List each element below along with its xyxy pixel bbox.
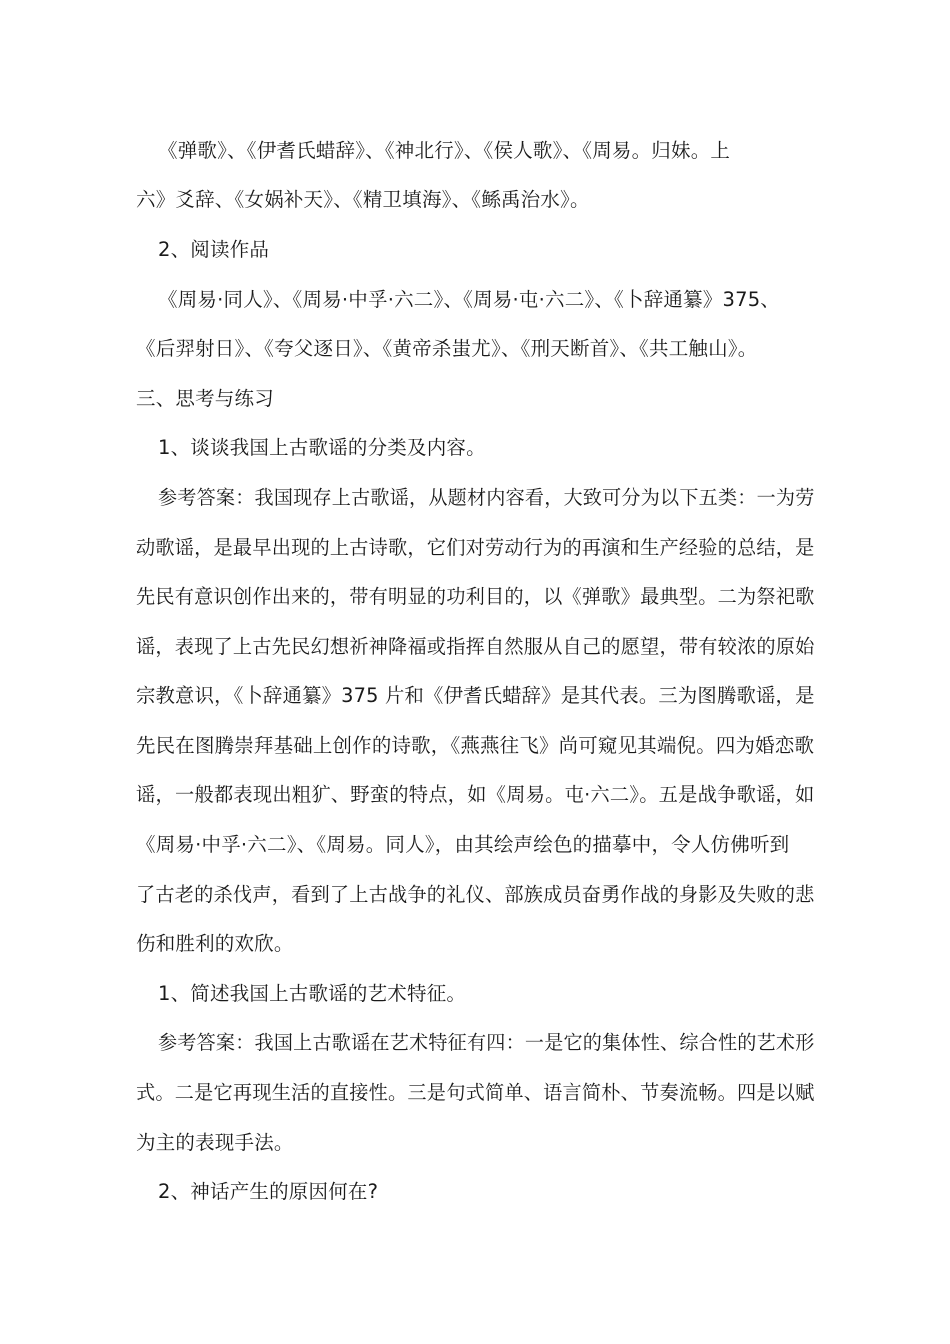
answer-line: 谣，表现了上古先民幻想祈神降福或指挥自然服从自己的愿望，带有较浓的原始 <box>136 635 815 658</box>
text-line: 六》爻辞、《女娲补天》、《精卫填海》、《鲧禹治水》。 <box>136 188 590 211</box>
answer-line: 先民在图腾崇拜基础上创作的诗歌，《燕燕往飞》尚可窥见其端倪。四为婚恋歌 <box>136 734 815 757</box>
question: 1、谈谈我国上古歌谣的分类及内容。 <box>158 436 486 459</box>
answer-line: 伤和胜利的欢欣。 <box>136 932 294 955</box>
answer-line: 为主的表现手法。 <box>136 1131 294 1154</box>
text-line: 《周易·同人》、《周易·中孚·六二》、《周易·屯·六二》、《卜辞通纂》375、 <box>158 288 781 311</box>
question: 1、简述我国上古歌谣的艺术特征。 <box>158 982 467 1005</box>
answer-line: 参考答案：我国现存上古歌谣，从题材内容看，大致可分为以下五类：一为劳 <box>158 486 815 509</box>
answer-line: 动歌谣，是最早出现的上古诗歌，它们对劳动行为的再演和生产经验的总结，是 <box>136 536 815 559</box>
section-heading: 2、阅读作品 <box>158 238 270 261</box>
answer-line: 参考答案：我国上古歌谣在艺术特征有四：一是它的集体性、综合性的艺术形 <box>158 1031 815 1054</box>
answer-line: 先民有意识创作出来的，带有明显的功利目的，以《弹歌》最典型。二为祭祀歌 <box>136 585 815 608</box>
answer-line: 了古老的杀伐声，看到了上古战争的礼仪、部族成员奋勇作战的身影及失败的悲 <box>136 883 815 906</box>
answer-line: 《周易·中孚·六二》、《周易。同人》，由其绘声绘色的描摹中，令人仿佛听到 <box>136 833 790 856</box>
answer-line: 宗教意识，《卜辞通纂》375 片和《伊耆氏蜡辞》是其代表。三为图腾歌谣，是 <box>136 684 815 707</box>
answer-line: 式。二是它再现生活的直接性。三是句式简单、语言简朴、节奏流畅。四是以赋 <box>136 1081 815 1104</box>
text-line: 《后羿射日》、《夸父逐日》、《黄帝杀蚩尤》、《刑天断首》、《共工触山》。 <box>136 337 758 360</box>
text-line: 《弹歌》、《伊耆氏蜡辞》、《神北行》、《侯人歌》、《周易。归妹。上 <box>158 139 731 162</box>
answer-line: 谣，一般都表现出粗犷、野蛮的特点，如《周易。屯·六二》。五是战争歌谣，如 <box>136 783 815 806</box>
section-heading: 三、思考与练习 <box>136 387 274 410</box>
question: 2、神话产生的原因何在? <box>158 1180 379 1203</box>
